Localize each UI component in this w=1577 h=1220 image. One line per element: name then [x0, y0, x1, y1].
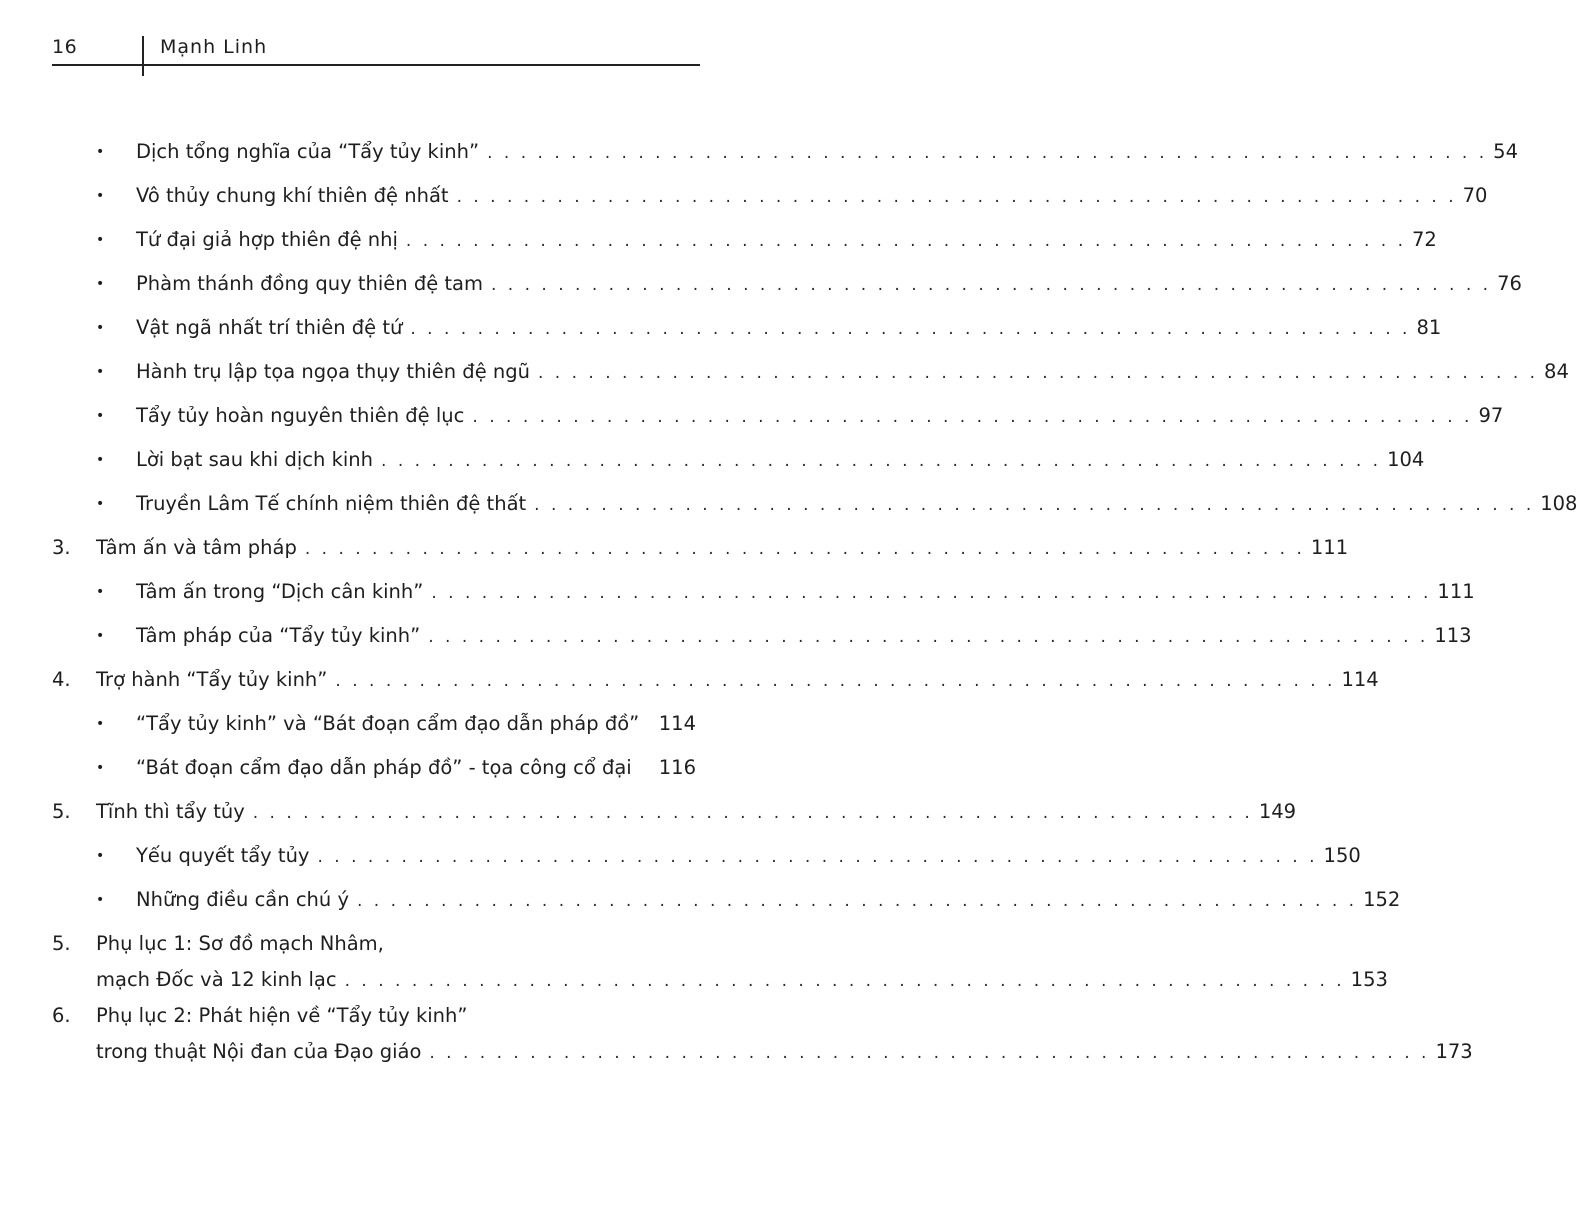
toc-subentry [0, 270, 1522, 298]
entry-page: 70 [1462, 184, 1488, 207]
entry-title: Tâm ấn trong “Dịch cân kinh” [136, 580, 424, 603]
entry-number: 4. [52, 668, 71, 691]
entry-line [96, 1038, 1473, 1067]
dot-leader: . . . . . . . . . . . . . . . . . . . . . . . . . . . . . . . . . . . . . . . . . . . . . . . . . . . . . . . . . . . . [357, 891, 1358, 911]
dot-leader: . . . . . . . . . . . . . . . . . . . . . . . . . . . . . . . . . . . . . . . . . . . . . . . . . . . . . . . . . . . . [428, 627, 1429, 647]
toc-subentry [0, 622, 1472, 650]
dot-leader: . . . . . . . . . . . . . . . . . . . . . . . . . . . . . . . . . . . . . . . . . . . . . . . . . . . . . . . . . . . . [317, 847, 1318, 867]
header-divider [142, 36, 144, 76]
bullet-icon: • [96, 144, 105, 160]
toc-subentry [0, 138, 1518, 166]
bullet-icon: • [96, 892, 105, 908]
bullet-icon: • [96, 232, 105, 248]
entry-title: Tẩy tủy hoàn nguyên thiên đệ lục [136, 404, 465, 427]
entry-page: 111 [1437, 580, 1475, 603]
entry-line [136, 446, 1425, 475]
toc-entry [0, 534, 1349, 562]
entry-number: 5. [52, 800, 71, 823]
entry-line [136, 754, 696, 782]
entry-title: Phụ lục 2: Phát hiện về “Tẩy tủy kinh” [96, 1004, 468, 1027]
entry-title: Dịch tổng nghĩa của “Tẩy tủy kinh” [136, 140, 480, 163]
bullet-icon: • [96, 408, 105, 424]
entry-line [136, 710, 696, 738]
bullet-icon: • [96, 188, 105, 204]
entry-page: 104 [1387, 448, 1425, 471]
entry-page: 116 [658, 756, 696, 779]
toc-subentry [0, 754, 800, 782]
entry-line [136, 182, 1488, 211]
header-rule [52, 64, 700, 66]
toc-subentry [0, 578, 1475, 606]
page-number: 16 [52, 36, 78, 58]
entry-line [136, 578, 1475, 607]
entry-title: “Tẩy tủy kinh” và “Bát đoạn cẩm đạo dẫn pháp đồ” [136, 712, 640, 735]
entry-title: Hành trụ lập tọa ngọa thụy thiên đệ ngũ [136, 360, 530, 383]
toc-subentry [0, 842, 1361, 870]
entry-title-continued: trong thuật Nội đan của Đạo giáo [96, 1040, 422, 1063]
entry-line [136, 270, 1522, 299]
entry-number: 5. [52, 932, 71, 955]
entry-line [136, 358, 1569, 387]
toc-subentry [0, 358, 1569, 386]
entry-title: Tứ đại giả hợp thiên đệ nhị [136, 228, 398, 251]
entry-title: Tâm ấn và tâm pháp [96, 536, 297, 559]
entry-title: Tĩnh thì tẩy tủy [96, 800, 245, 823]
entry-line [96, 534, 1349, 563]
bullet-icon: • [96, 760, 105, 776]
toc-subentry [0, 402, 1504, 430]
entry-line [96, 966, 1388, 995]
bullet-icon: • [96, 716, 105, 732]
dot-leader: . . . . . . . . . . . . . . . . . . . . . . . . . . . . . . . . . . . . . . . . . . . . . . . . . . . . . . . . . . . . [456, 187, 1457, 207]
dot-leader: . . . . . . . . . . . . . . . . . . . . . . . . . . . . . . . . . . . . . . . . . . . . . . . . . . . . . . . . . . . . [252, 803, 1253, 823]
bullet-icon: • [96, 320, 105, 336]
entry-line [136, 226, 1437, 255]
toc-subentry [0, 886, 1401, 914]
entry-page: 97 [1478, 404, 1504, 427]
entry-title: Vô thủy chung khí thiên đệ nhất [136, 184, 449, 207]
toc-entry [0, 930, 1388, 991]
toc-subentry [0, 490, 1577, 518]
entry-number: 6. [52, 1004, 71, 1027]
entry-line [136, 622, 1472, 651]
entry-line [136, 314, 1442, 343]
entry-page: 153 [1350, 968, 1388, 991]
entry-title: Lời bạt sau khi dịch kinh [136, 448, 374, 471]
dot-leader: . . . . . . . . . . . . . . . . . . . . . . . . . . . . . . . . . . . . . . . . . . . . . . . . . . . . . . . . . . . . [534, 495, 1535, 515]
dot-leader: . . . . . . . . . . . . . . . . . . . . . . . . . . . . . . . . . . . . . . . . . . . . . . . . . . . . . . . . . . . . [304, 539, 1305, 559]
entry-title: Tâm pháp của “Tẩy tủy kinh” [136, 624, 421, 647]
entry-line [96, 798, 1297, 827]
entry-page: 114 [658, 712, 696, 735]
toc-subentry [0, 182, 1488, 210]
dot-leader: . . . . . . . . . . . . . . . . . . . . . . . . . . . . . . . . . . . . . . . . . . . . . . . . . . . . . . . . . . . . [381, 451, 1382, 471]
dot-leader: . . . . . . . . . . . . . . . . . . . . . . . . . . . . . . . . . . . . . . . . . . . . . . . . . . . . . . . . . . . . [335, 671, 1336, 691]
bullet-icon: • [96, 496, 105, 512]
running-header-author: Mạnh Linh [160, 36, 268, 58]
entry-page: 114 [1341, 668, 1379, 691]
entry-line [136, 138, 1518, 167]
entry-title-continued: mạch Đốc và 12 kinh lạc [96, 968, 337, 991]
bullet-icon: • [96, 848, 105, 864]
toc-entry [0, 666, 1379, 694]
entry-page: 113 [1434, 624, 1472, 647]
entry-page: 149 [1258, 800, 1297, 823]
entry-page: 76 [1497, 272, 1522, 295]
bullet-icon: • [96, 628, 105, 644]
entry-line [136, 490, 1577, 519]
bullet-icon: • [96, 584, 105, 600]
entry-line [136, 842, 1361, 871]
entry-page: 111 [1310, 536, 1349, 559]
dot-leader: . . . . . . . . . . . . . . . . . . . . . . . . . . . . . . . . . . . . . . . . . . . . . . . . . . . . . . . . . . . . [487, 143, 1488, 163]
running-header [52, 36, 700, 68]
dot-leader: . . . . . . . . . . . . . . . . . . . . . . . . . . . . . . . . . . . . . . . . . . . . . . . . . . . . . . . . . . . . [472, 407, 1473, 427]
entry-title: Trợ hành “Tẩy tủy kinh” [96, 668, 328, 691]
entry-title: Những điều cần chú ý [136, 888, 349, 911]
toc-subentry [0, 710, 800, 738]
entry-title: Phàm thánh đồng quy thiên đệ tam [136, 272, 483, 295]
entry-page: 108 [1540, 492, 1577, 515]
dot-leader: . . . . . . . . . . . . . . . . . . . . . . . . . . . . . . . . . . . . . . . . . . . . . . . . . . . . . . . . . . . . [410, 319, 1411, 339]
entry-page: 152 [1363, 888, 1401, 911]
dot-leader: . . . . . . . . . . . . . . . . . . . . . . . . . . . . . . . . . . . . . . . . . . . . . . . . . . . . . . . . . . . . [429, 1043, 1430, 1063]
bullet-icon: • [96, 276, 105, 292]
entry-page: 81 [1416, 316, 1442, 339]
dot-leader: . . . . . . . . . . . . . . . . . . . . . . . . . . . . . . . . . . . . . . . . . . . . . . . . . . . . . . . . . . . . [491, 275, 1492, 295]
entry-page: 54 [1493, 140, 1518, 163]
dot-leader: . . . . . . . . . . . . . . . . . . . . . . . . . . . . . . . . . . . . . . . . . . . . . . . . . . . . . . . . . . . . [431, 583, 1432, 603]
dot-leader: . . . . . . . . . . . . . . . . . . . . . . . . . . . . . . . . . . . . . . . . . . . . . . . . . . . . . . . . . . . . [344, 971, 1345, 991]
entry-line [96, 666, 1379, 695]
bullet-icon: • [96, 364, 105, 380]
toc-subentry [0, 226, 1437, 254]
entry-line [136, 886, 1401, 915]
entry-title: Truyền Lâm Tế chính niệm thiên đệ thất [136, 492, 527, 515]
dot-leader: . . . . . . . . . . . . . . . . . . . . . . . . . . . . . . . . . . . . . . . . . . . . . . . . . . . . . . . . . . . . [405, 231, 1406, 251]
entry-title: Yếu quyết tẩy tủy [136, 844, 310, 867]
entry-page: 84 [1544, 360, 1569, 383]
entry-title: Phụ lục 1: Sơ đồ mạch Nhâm, [96, 932, 384, 955]
entry-page: 173 [1435, 1040, 1473, 1063]
entry-line [136, 402, 1504, 431]
entry-number: 3. [52, 536, 71, 559]
bullet-icon: • [96, 452, 105, 468]
toc-subentry [0, 446, 1425, 474]
toc-entry [0, 1002, 1473, 1063]
entry-page: 150 [1323, 844, 1361, 867]
toc-subentry [0, 314, 1442, 342]
entry-title: “Bát đoạn cẩm đạo dẫn pháp đồ” - tọa công cổ đại [136, 756, 632, 779]
entry-page: 72 [1411, 228, 1437, 251]
toc-entry [0, 798, 1297, 826]
entry-title: Vật ngã nhất trí thiên đệ tứ [136, 316, 403, 339]
dot-leader: . . . . . . . . . . . . . . . . . . . . . . . . . . . . . . . . . . . . . . . . . . . . . . . . . . . . . . . . . . . . [537, 363, 1539, 383]
